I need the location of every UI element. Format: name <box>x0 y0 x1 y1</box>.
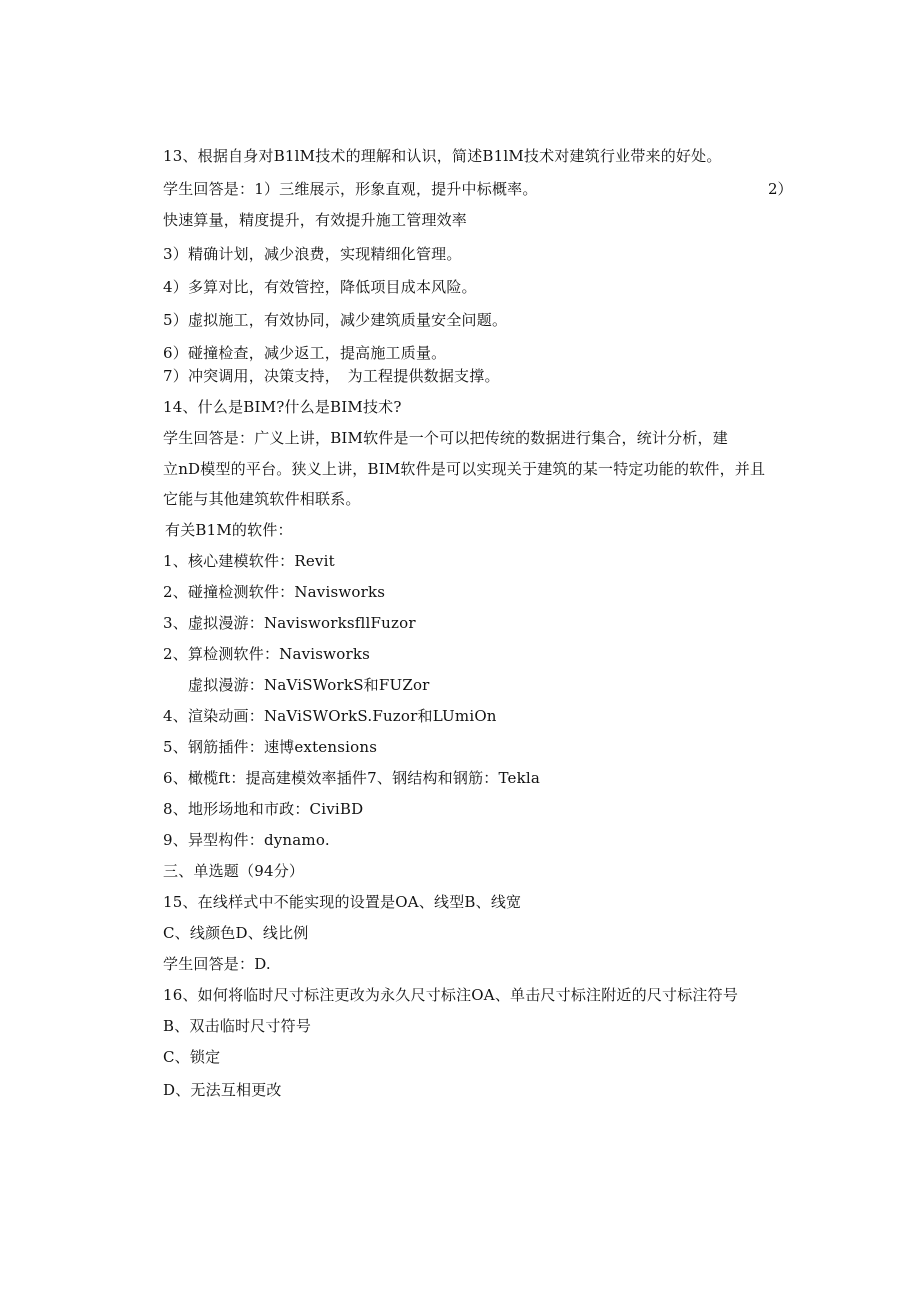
software-item: 9、异型构件：dynamo. <box>163 831 330 849</box>
q13-item2-text: 快速算量，精度提升，有效提升施工管理效率 <box>163 211 468 229</box>
software-item: 2、算检测软件：Navisworks <box>163 645 371 663</box>
q14-question: 14、什么是BIM?什么是BIM技术? <box>163 398 402 416</box>
q14-answer-line3: 它能与其他建筑软件相联系。 <box>163 490 361 508</box>
q13-question: 13、根据自身对B1lM技术的理解和认识，简述B1lM技术对建筑行业带来的好处。 <box>163 147 722 165</box>
software-item: 4、渲染动画：NaViSWOrkS.Fuzor和LUmiOn <box>163 707 497 725</box>
software-item: 5、钢筋插件：速博extensions <box>163 738 378 756</box>
section3-heading: 三、单选题（94分） <box>163 862 305 880</box>
software-item: 6、橄榄ft：提高建模效率插件7、钢结构和钢筋：Tekla <box>163 769 541 787</box>
q16-line1: 16、如何将临时尺寸标注更改为永久尺寸标注OA、单击尺寸标注附近的尺寸标注符号 <box>163 986 739 1004</box>
q16-option-b: B、双击临时尺寸符号 <box>163 1017 312 1035</box>
q13-item6: 6）碰撞检查，减少返工，提高施工质量。 <box>163 344 447 362</box>
q13-item2-number: 2） <box>768 180 793 198</box>
software-heading: 有关B1M的软件： <box>165 521 293 539</box>
q13-answer-intro: 学生回答是：1）三维展示，形象直观，提升中标概率。 <box>163 180 538 198</box>
q16-option-d: D、无法互相更改 <box>163 1081 282 1099</box>
q13-item3: 3）精确计划，减少浪费，实现精细化管理。 <box>163 245 462 263</box>
software-item: 1、核心建模软件：Revit <box>163 552 335 570</box>
software-item: 2、碰撞检测软件：Navisworks <box>163 583 386 601</box>
q13-item5: 5）虚拟施工，有效协同，减少建筑质量安全问题。 <box>163 311 508 329</box>
software-item: 虚拟漫游：NaViSWorkS和FUZor <box>188 676 430 694</box>
software-item: 3、虚拟漫游：NavisworksfllFuzor <box>163 614 416 632</box>
q16-option-c: C、锁定 <box>163 1048 221 1066</box>
q13-item4: 4）多算对比，有效管控，降低项目成本风险。 <box>163 278 477 296</box>
q15-answer: 学生回答是：D. <box>163 955 271 973</box>
q15-line2: C、线颜色D、线比例 <box>163 924 309 942</box>
q15-line1: 15、在线样式中不能实现的设置是OA、线型B、线宽 <box>163 893 522 911</box>
q13-item7: 7）冲突调用，决策支持， 为工程提供数据支撑。 <box>163 367 500 385</box>
q14-answer-line1: 学生回答是：广义上讲，BIM软件是一个可以把传统的数据进行集合，统计分析，建 <box>163 429 728 447</box>
software-item: 8、地形场地和市政：CiviBD <box>163 800 364 818</box>
q14-answer-line2: 立nD模型的平台。狭义上讲，BIM软件是可以实现关于建筑的某一特定功能的软件，并且 <box>163 460 766 478</box>
